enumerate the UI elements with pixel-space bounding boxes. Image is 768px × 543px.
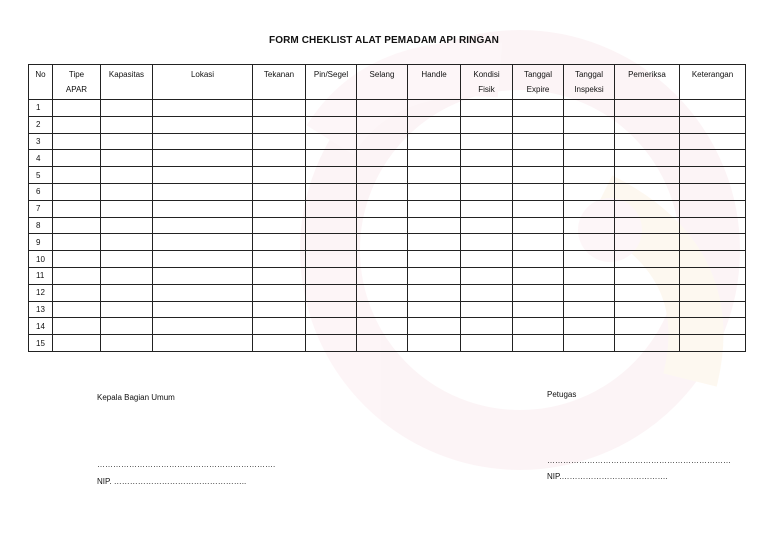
table-cell[interactable] (153, 150, 253, 167)
row-number: 12 (29, 284, 53, 301)
table-row (29, 267, 746, 284)
table-cell[interactable] (513, 116, 564, 133)
table-cell[interactable] (153, 200, 253, 217)
table-cell[interactable] (253, 150, 306, 167)
table-cell[interactable] (461, 183, 513, 200)
table-cell[interactable] (564, 335, 615, 352)
table-cell[interactable] (461, 318, 513, 335)
table-cell[interactable] (357, 267, 408, 284)
table-cell[interactable] (101, 301, 153, 318)
table-cell[interactable] (53, 183, 101, 200)
table-cell[interactable] (680, 284, 746, 301)
table-cell[interactable] (153, 335, 253, 352)
table-cell[interactable] (253, 133, 306, 150)
table-cell[interactable] (306, 318, 357, 335)
row-number: 5 (29, 167, 53, 184)
table-cell[interactable] (53, 200, 101, 217)
table-cell[interactable] (513, 318, 564, 335)
table-cell[interactable] (564, 183, 615, 200)
table-cell[interactable] (306, 167, 357, 184)
table-cell[interactable] (253, 100, 306, 117)
table-cell[interactable] (306, 284, 357, 301)
table-cell[interactable] (253, 167, 306, 184)
table-row (29, 234, 746, 251)
table-body (29, 100, 746, 352)
table-cell[interactable] (408, 150, 461, 167)
table-row (29, 133, 746, 150)
row-number: 1 (29, 100, 53, 117)
table-cell[interactable] (53, 251, 101, 268)
column-header-line1: Tanggal (574, 70, 604, 79)
table-cell[interactable] (680, 167, 746, 184)
table-cell[interactable] (461, 150, 513, 167)
table-cell[interactable] (101, 183, 153, 200)
table-cell[interactable] (615, 100, 680, 117)
table-cell[interactable] (408, 301, 461, 318)
row-number: 9 (29, 234, 53, 251)
table-cell[interactable] (564, 284, 615, 301)
row-number: 14 (29, 318, 53, 335)
table-cell[interactable] (101, 100, 153, 117)
table-cell[interactable] (461, 251, 513, 268)
table-row (29, 100, 746, 117)
table-cell[interactable] (306, 301, 357, 318)
row-number: 4 (29, 150, 53, 167)
table-row (29, 284, 746, 301)
table-cell[interactable] (306, 100, 357, 117)
column-header-line1: Tekanan (263, 70, 295, 79)
table-cell[interactable] (513, 200, 564, 217)
form-title: FORM CHEKLIST ALAT PEMADAM API RINGAN (269, 35, 499, 46)
table-cell[interactable] (253, 335, 306, 352)
table-cell[interactable] (153, 318, 253, 335)
column-header (615, 65, 680, 100)
column-header-line2: APAR (65, 85, 88, 94)
table-cell[interactable] (101, 116, 153, 133)
table-cell[interactable] (564, 100, 615, 117)
table-cell[interactable] (408, 167, 461, 184)
column-header-line1: Kapasitas (108, 70, 145, 79)
table-cell[interactable] (357, 150, 408, 167)
table-cell[interactable] (153, 234, 253, 251)
column-header-line1: Keterangan (691, 70, 734, 79)
table-cell[interactable] (615, 301, 680, 318)
table-cell[interactable] (680, 100, 746, 117)
table-cell[interactable] (53, 116, 101, 133)
column-header-line1: Pin/Segel (313, 70, 349, 79)
table-row (29, 301, 746, 318)
table-cell[interactable] (357, 284, 408, 301)
table-cell[interactable] (615, 284, 680, 301)
table-row (29, 200, 746, 217)
table-cell[interactable] (306, 183, 357, 200)
table-cell[interactable] (101, 167, 153, 184)
table-cell[interactable] (253, 267, 306, 284)
row-number: 8 (29, 217, 53, 234)
table-cell[interactable] (101, 284, 153, 301)
table-row (29, 217, 746, 234)
table-cell[interactable] (101, 251, 153, 268)
table-cell[interactable] (564, 167, 615, 184)
table-cell[interactable] (53, 167, 101, 184)
table-cell[interactable] (680, 234, 746, 251)
row-number: 7 (29, 200, 53, 217)
table-cell[interactable] (306, 150, 357, 167)
table-row (29, 167, 746, 184)
table-cell[interactable] (680, 150, 746, 167)
table-row (29, 335, 746, 352)
table-cell[interactable] (564, 200, 615, 217)
table-cell[interactable] (513, 234, 564, 251)
table-cell[interactable] (53, 284, 101, 301)
table-cell[interactable] (53, 150, 101, 167)
table-cell[interactable] (564, 133, 615, 150)
table-cell[interactable] (306, 133, 357, 150)
table-cell[interactable] (680, 318, 746, 335)
table-cell[interactable] (357, 251, 408, 268)
column-header-line1: Selang (369, 70, 395, 79)
table-cell[interactable] (513, 301, 564, 318)
table-cell[interactable] (101, 150, 153, 167)
table-cell[interactable] (680, 116, 746, 133)
column-header-line1: Kondisi (473, 70, 500, 79)
row-number: 10 (29, 251, 53, 268)
table-row (29, 251, 746, 268)
table-cell[interactable] (53, 335, 101, 352)
table-cell[interactable] (357, 100, 408, 117)
table-cell[interactable] (408, 267, 461, 284)
table-cell[interactable] (513, 150, 564, 167)
checklist-table (28, 64, 746, 352)
table-cell[interactable] (680, 133, 746, 150)
table-cell[interactable] (53, 100, 101, 117)
row-number: 6 (29, 183, 53, 200)
table-cell[interactable] (615, 150, 680, 167)
table-cell[interactable] (408, 133, 461, 150)
table-cell[interactable] (101, 318, 153, 335)
table-cell[interactable] (253, 116, 306, 133)
table-cell[interactable] (564, 116, 615, 133)
table-cell[interactable] (306, 200, 357, 217)
table-cell[interactable] (53, 267, 101, 284)
table-cell[interactable] (357, 183, 408, 200)
right-signature-title: Petugas (547, 390, 577, 399)
table-cell[interactable] (461, 217, 513, 234)
column-header (461, 65, 513, 100)
table-cell[interactable] (306, 251, 357, 268)
table-cell[interactable] (153, 133, 253, 150)
left-signature-line: …………………………………………………………. (97, 460, 276, 469)
table-cell[interactable] (101, 335, 153, 352)
table-cell[interactable] (513, 267, 564, 284)
table-cell[interactable] (680, 267, 746, 284)
column-header (306, 65, 357, 100)
column-header (357, 65, 408, 100)
table-cell[interactable] (153, 251, 253, 268)
table-cell[interactable] (680, 183, 746, 200)
table-cell[interactable] (101, 217, 153, 234)
table-cell[interactable] (306, 267, 357, 284)
table-cell[interactable] (615, 167, 680, 184)
table-row (29, 183, 746, 200)
table-cell[interactable] (357, 318, 408, 335)
table-cell[interactable] (513, 217, 564, 234)
column-header (513, 65, 564, 100)
table-cell[interactable] (253, 284, 306, 301)
row-number: 15 (29, 335, 53, 352)
table-cell[interactable] (513, 167, 564, 184)
table-cell[interactable] (306, 217, 357, 234)
table-cell[interactable] (357, 217, 408, 234)
table-cell[interactable] (564, 251, 615, 268)
table-cell[interactable] (357, 167, 408, 184)
table-cell[interactable] (357, 234, 408, 251)
table-cell[interactable] (101, 133, 153, 150)
table-cell[interactable] (513, 183, 564, 200)
table-cell[interactable] (680, 217, 746, 234)
table-cell[interactable] (357, 335, 408, 352)
column-header (53, 65, 101, 100)
table-cell[interactable] (564, 301, 615, 318)
table-cell[interactable] (408, 234, 461, 251)
table-cell[interactable] (53, 234, 101, 251)
column-header (101, 65, 153, 100)
column-header-line1: Handle (421, 70, 447, 79)
table-cell[interactable] (513, 335, 564, 352)
table-cell[interactable] (253, 217, 306, 234)
row-number: 13 (29, 301, 53, 318)
table-cell[interactable] (564, 267, 615, 284)
column-header (253, 65, 306, 100)
table-cell[interactable] (615, 200, 680, 217)
table-cell[interactable] (680, 301, 746, 318)
table-cell[interactable] (513, 284, 564, 301)
row-number: 3 (29, 133, 53, 150)
column-header-line1: Lokasi (190, 70, 215, 79)
table-cell[interactable] (101, 267, 153, 284)
right-signature-nip: NIP.…………………………………. (547, 472, 668, 481)
table-cell[interactable] (253, 200, 306, 217)
table-cell[interactable] (153, 217, 253, 234)
column-header-line2: Fisik (478, 85, 495, 94)
table-cell[interactable] (461, 284, 513, 301)
table-cell[interactable] (615, 133, 680, 150)
column-header (29, 65, 53, 100)
table-cell[interactable] (513, 251, 564, 268)
column-header-line1: Pemeriksa (628, 70, 666, 79)
table-cell[interactable] (408, 217, 461, 234)
table-cell[interactable] (408, 183, 461, 200)
table-cell[interactable] (461, 167, 513, 184)
table-cell[interactable] (513, 133, 564, 150)
table-cell[interactable] (680, 251, 746, 268)
table-cell[interactable] (253, 183, 306, 200)
table-cell[interactable] (253, 301, 306, 318)
table-cell[interactable] (153, 183, 253, 200)
table-cell[interactable] (461, 100, 513, 117)
table-cell[interactable] (306, 234, 357, 251)
table-cell[interactable] (408, 318, 461, 335)
column-header (153, 65, 253, 100)
left-signature-title: Kepala Bagian Umum (97, 393, 175, 402)
table-row (29, 150, 746, 167)
table-cell[interactable] (408, 116, 461, 133)
table-cell[interactable] (461, 267, 513, 284)
table-cell[interactable] (615, 251, 680, 268)
table-cell[interactable] (461, 234, 513, 251)
row-number: 2 (29, 116, 53, 133)
table-cell[interactable] (680, 335, 746, 352)
table-cell[interactable] (101, 200, 153, 217)
table-cell[interactable] (53, 217, 101, 234)
table-cell[interactable] (564, 318, 615, 335)
table-row (29, 116, 746, 133)
column-header-line1: No (35, 70, 46, 79)
right-signature-line: …………………………………………………………… (547, 456, 731, 465)
column-header (680, 65, 746, 100)
table-cell[interactable] (564, 234, 615, 251)
table-cell[interactable] (153, 167, 253, 184)
table-cell[interactable] (53, 133, 101, 150)
table-cell[interactable] (615, 335, 680, 352)
table-cell[interactable] (253, 251, 306, 268)
table-cell[interactable] (101, 234, 153, 251)
left-signature-nip: NIP. ………………………………………….. (97, 477, 247, 486)
table-cell[interactable] (461, 133, 513, 150)
table-cell[interactable] (253, 234, 306, 251)
column-header-line1: Tanggal (523, 70, 553, 79)
table-cell[interactable] (153, 116, 253, 133)
table-cell[interactable] (306, 335, 357, 352)
table-cell[interactable] (408, 251, 461, 268)
table-cell[interactable] (615, 318, 680, 335)
table-header-row (29, 65, 746, 100)
table-cell[interactable] (680, 200, 746, 217)
table-cell[interactable] (461, 335, 513, 352)
table-cell[interactable] (615, 267, 680, 284)
table-cell[interactable] (53, 301, 101, 318)
column-header (564, 65, 615, 100)
table-cell[interactable] (615, 116, 680, 133)
table-row (29, 318, 746, 335)
table-cell[interactable] (357, 116, 408, 133)
table-cell[interactable] (513, 100, 564, 117)
table-cell[interactable] (408, 284, 461, 301)
table-cell[interactable] (357, 133, 408, 150)
table-cell[interactable] (153, 284, 253, 301)
table-cell[interactable] (564, 150, 615, 167)
column-header-line1: Tipe (68, 70, 85, 79)
table-cell[interactable] (153, 301, 253, 318)
table-cell[interactable] (408, 335, 461, 352)
table-cell[interactable] (357, 200, 408, 217)
table-cell[interactable] (461, 301, 513, 318)
table-cell[interactable] (461, 200, 513, 217)
table-cell[interactable] (564, 217, 615, 234)
table-cell[interactable] (615, 234, 680, 251)
column-header (408, 65, 461, 100)
table-cell[interactable] (408, 100, 461, 117)
table-cell[interactable] (615, 183, 680, 200)
table-cell[interactable] (615, 217, 680, 234)
row-number: 11 (29, 267, 53, 284)
table-cell[interactable] (53, 318, 101, 335)
table-cell[interactable] (253, 318, 306, 335)
column-header-line2: Inspeksi (574, 85, 604, 94)
table-cell[interactable] (153, 267, 253, 284)
table-cell[interactable] (357, 301, 408, 318)
table-cell[interactable] (306, 116, 357, 133)
table-cell[interactable] (408, 200, 461, 217)
table-cell[interactable] (153, 100, 253, 117)
column-header-line2: Expire (526, 85, 550, 94)
table-cell[interactable] (461, 116, 513, 133)
